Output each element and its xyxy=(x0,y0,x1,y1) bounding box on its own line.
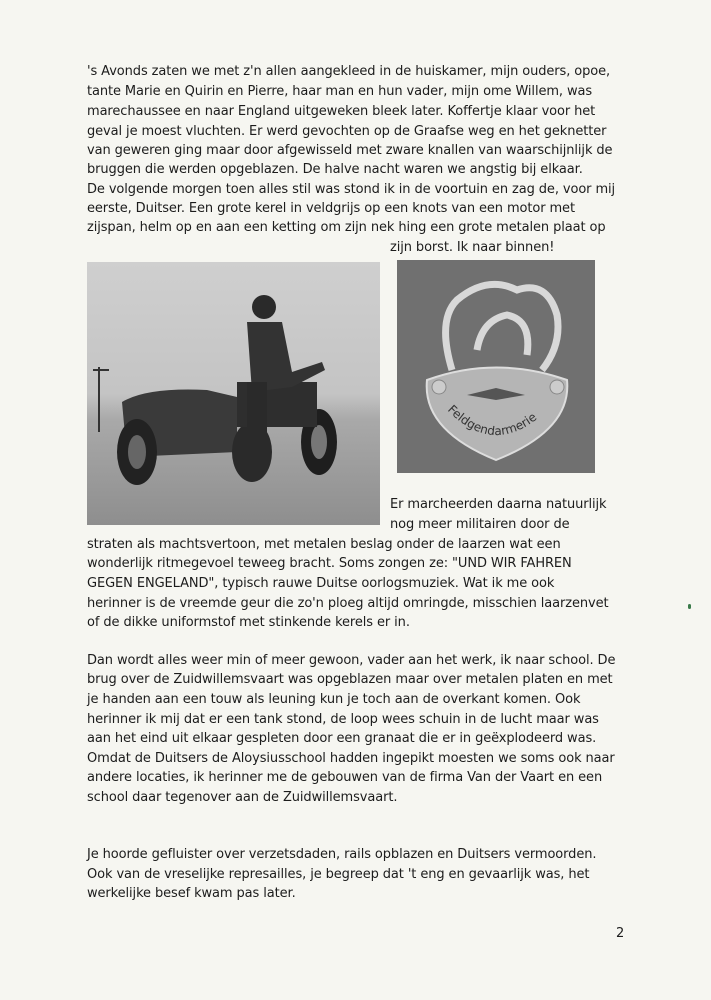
text-line: nog meer militairen door de xyxy=(390,517,570,532)
text-line: werkelijke besef kwam pas later. xyxy=(87,886,296,901)
text-line: Omdat de Duitsers de Aloysiusschool hadden ingepikt moesten we soms ook naar xyxy=(87,751,615,766)
text-line: 's Avonds zaten we met z'n allen aangekleed in de huiskamer, mijn ouders, opoe, xyxy=(87,64,611,79)
text-line: geval je moest vluchten. Er werd gevochten op de Graafse weg en het geknetter xyxy=(87,124,607,139)
photo-soldier-on-motorcycle-sidecar xyxy=(87,262,380,525)
text-line: van geweren ging maar door afgewisseld met zware knallen van waarschijnlijk de xyxy=(87,143,613,158)
text-line: Dan wordt alles weer min of meer gewoon, vader aan het werk, ik naar school. De xyxy=(87,653,616,668)
text-line: wonderlijk ritmegevoel teweeg bracht. Soms zongen ze: "UND WIR FAHREN xyxy=(87,556,572,571)
text-line: zijspan, helm op en aan een ketting om zijn nek hing een grote metalen plaat op xyxy=(87,220,606,235)
text-line: herinner ik mij dat er een tank stond, de loop wees schuin in de lucht maar was xyxy=(87,712,599,727)
text-line: aan het eind uit elkaar gespleten door een granaat die er in geëxplodeerd was. xyxy=(87,731,597,746)
text-line: straten als machtsvertoon, met metalen beslag onder de laarzen wat een xyxy=(87,537,561,552)
page-number: 2 xyxy=(616,926,625,941)
text-line: De volgende morgen toen alles stil was stond ik in de voortuin en zag de, voor mij xyxy=(87,182,616,197)
text-line: of de dikke uniformstof met stinkende kerels er in. xyxy=(87,615,410,630)
text-line: herinner is de vreemde geur die zo'n ploeg altijd omringde, misschien laarzenvet xyxy=(87,596,609,611)
text-line: tante Marie en Quirin en Pierre, haar man en hun vader, mijn ome Willem, was xyxy=(87,84,593,99)
text-line: je handen aan een touw als leuning kun je toch aan de overkant komen. Ook xyxy=(87,692,581,707)
text-line: brug over de Zuidwillemsvaart was opgeblazen maar over metalen platen en met xyxy=(87,672,613,687)
text-line: GEGEN ENGELAND", typisch rauwe Duitse oorlogsmuziek. Wat ik me ook xyxy=(87,576,555,591)
text-line: marechaussee en naar England uitgeweken bleek later. Koffertje klaar voor het xyxy=(87,104,596,119)
text-line: andere locaties, ik herinner me de gebouwen van de firma Van der Vaart en een xyxy=(87,770,603,785)
text-line: zijn borst. Ik naar binnen! xyxy=(390,240,555,255)
photo-feldgendarmerie-gorget xyxy=(397,260,595,473)
gorget-inscription: Feldgendarmerie xyxy=(444,402,540,439)
text-line: school daar tegenover aan de Zuidwillemsvaart. xyxy=(87,790,398,805)
text-line: eerste, Duitser. Een grote kerel in veldgrijs op een knots van een motor met xyxy=(87,201,575,216)
text-line: Ook van de vreselijke represailles, je begreep dat 't eng en gevaarlijk was, het xyxy=(87,867,590,882)
text-line: Je hoorde gefluister over verzetsdaden, rails opblazen en Duitsers vermoorden. xyxy=(87,847,597,862)
text-line: Er marcheerden daarna natuurlijk xyxy=(390,497,607,512)
text-line: bruggen die werden opgeblazen. De halve nacht waren we angstig bij elkaar. xyxy=(87,162,583,177)
scan-speck xyxy=(688,604,691,609)
